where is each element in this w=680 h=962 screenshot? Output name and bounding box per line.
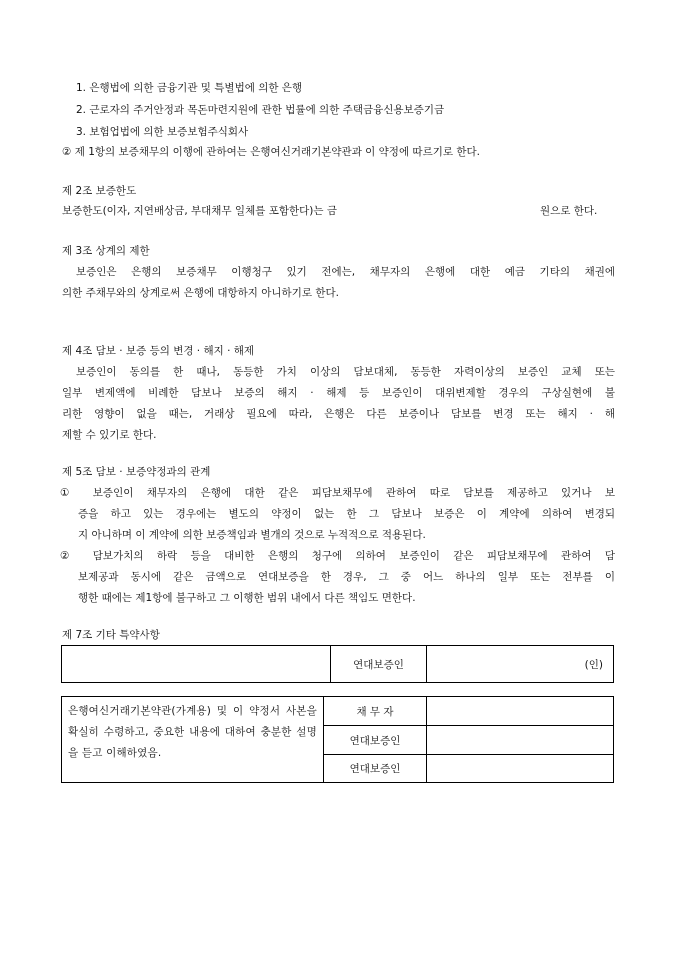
article-4-line: 제할 수 있기로 한다. bbox=[62, 429, 157, 441]
article-7-title: 제 7조 기타 특약사항 bbox=[62, 629, 160, 641]
article-5-p2-line: 보제공과 동시에 같은 금액으로 연대보증을 한 경우, 그 중 어느 하나의 일부 또는 전부를 이 bbox=[78, 571, 615, 583]
special-terms-table bbox=[61, 645, 614, 683]
article-5-p2-line: ② 담보가치의 하락 등을 대비한 은행의 청구에 의하여 보증인이 같은 피담보채무에 관하여 담 bbox=[60, 550, 615, 562]
article-5-p1-line: ① 보증인이 채무자의 은행에 대한 같은 피담보채무에 관하여 따로 담보를 제공하고 있거나 보 bbox=[60, 487, 615, 499]
list-item-2: 2. 근로자의 주거안정과 목돈마련지원에 관한 법률에 의한 주택금융신용보증기금 bbox=[76, 104, 445, 116]
article-4-line: 보증인이 동의를 한 때나, 동등한 가치 이상의 담보대체, 동등한 자력이상의 보증인 교체 또는 bbox=[76, 366, 615, 378]
special-terms-cell[interactable] bbox=[62, 646, 331, 683]
acknowledgement-table bbox=[61, 696, 614, 783]
list-item-3: 3. 보험업법에 의한 보증보험주식회사 bbox=[76, 126, 249, 138]
joint-guarantor-label: 연대보증인 bbox=[324, 726, 427, 755]
acknowledgement-statement: 은행여신거래기본약관(가계용) 및 이 약정서 사본을 확실히 수령하고, 중요한 내용에 대하여 충분한 설명을 듣고 이해하였음. bbox=[62, 697, 324, 783]
article-5-title: 제 5조 담보 · 보증약정과의 관계 bbox=[62, 466, 211, 478]
debtor-label: 채 무 자 bbox=[324, 697, 427, 726]
article-5-p1-line: 지 아니하며 이 계약에 의한 보증책임과 별개의 것으로 누적적으로 적용된다. bbox=[78, 529, 426, 541]
article-3-line: 보증인은 은행의 보증채무 이행청구 있기 전에는, 채무자의 은행에 대한 예금 기타의 채권에 bbox=[76, 266, 615, 278]
article-4-line: 일부 변제액에 비례한 담보나 보증의 해지 · 해제 등 보증인이 대위변제할 경우의 구상실현에 불 bbox=[62, 387, 615, 399]
article-3-title: 제 3조 상계의 제한 bbox=[62, 245, 150, 257]
list-item-1: 1. 은행법에 의한 금융기관 및 특별법에 의한 은행 bbox=[76, 82, 303, 94]
article-4-title: 제 4조 담보 · 보증 등의 변경 · 해지 · 해제 bbox=[62, 345, 255, 357]
article-5-p1-line: 증을 하고 있는 경우에는 별도의 약정이 없는 한 그 담보나 보증은 이 계약에 의하여 변경되 bbox=[78, 508, 615, 520]
guarantor-label: 연대보증인 bbox=[331, 646, 427, 683]
article-2-text-end: 원으로 한다. bbox=[540, 205, 598, 217]
article-4-line: 리한 영향이 없을 때는, 거래상 필요에 따라, 은행은 다른 보증이나 담보를 변경 또는 해지 · 해 bbox=[62, 408, 615, 420]
article-5-p2-line: 행한 때에는 제1항에 불구하고 그 이행한 범위 내에서 다른 책임도 면한다. bbox=[78, 592, 416, 604]
article-3-line: 의한 주채무와의 상계로써 은행에 대항하지 아니하기로 한다. bbox=[62, 287, 339, 299]
seal-stamp: (인) bbox=[427, 646, 614, 683]
joint-guarantor-signature-field[interactable] bbox=[427, 726, 614, 755]
paragraph-2: ② 제 1항의 보증채무의 이행에 관하여는 은행여신거래기본약관과 이 약정에 따르기로 한다. bbox=[62, 146, 480, 158]
article-2-title: 제 2조 보증한도 bbox=[62, 185, 137, 197]
joint-guarantor-label: 연대보증인 bbox=[324, 755, 427, 783]
joint-guarantor-signature-field[interactable] bbox=[427, 755, 614, 783]
article-2-text: 보증한도(이자, 지연배상금, 부대채무 일체를 포함한다)는 금 bbox=[62, 205, 337, 217]
debtor-signature-field[interactable] bbox=[427, 697, 614, 726]
